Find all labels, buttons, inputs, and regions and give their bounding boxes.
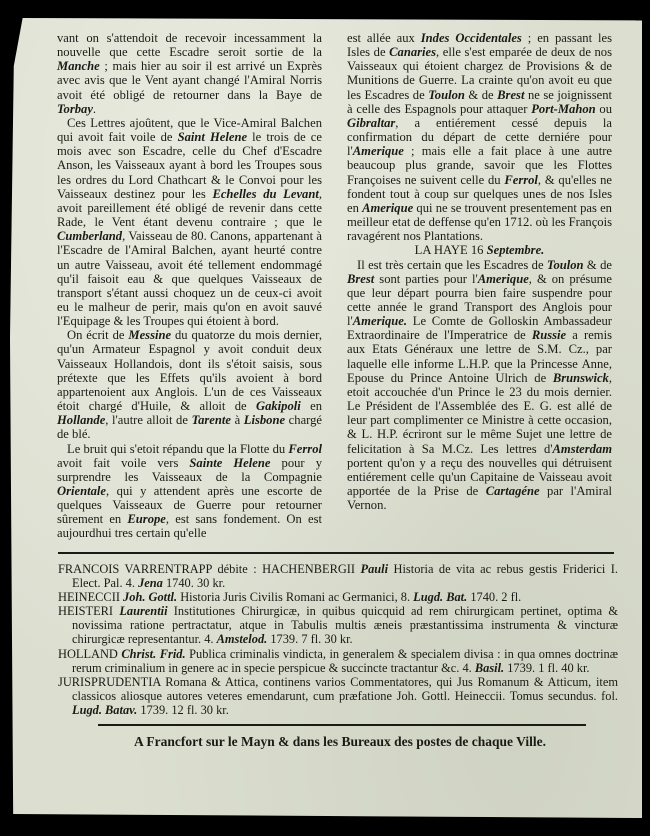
left-column xyxy=(57,31,322,541)
ad-heisteri: HEISTERI Laurentii Institutiones Chirurgicæ, in quibus quicquid ad rem chirurgicam pertinet, optima & novissima ratione pertractatur, atque in Tabulis multis æneis præstantissima instrumenta & vincturæ chirurgicæ representantur. 4. Amstelod. 1739. 7 fl. 30 kr. xyxy=(58,604,618,647)
paragraph-messine: On écrit de Messine du quatorze du mois dernier, qu'un Armateur Espagnol y avoit conduit deux Vaisseaux Hollandois, dont ils s'étoit saisis, sous prétexte que les Effets qu'ils avoient à bord appartenoient aux Anglois. L'un de ces Vaisseaux étoit chargé d'Huile, & alloit de Gakipoli en Hollande, l'autre alloit de Tarente à Lisbone chargé de blé. xyxy=(57,328,323,442)
ad-holland: HOLLAND Christ. Frid. Publica criminalis vindicta, in generalem & specialem divisa : in qua omnes doctrinæ rerum criminalium in genere ac in specie perspicue & succincte tractantur &c. 4. Basil. 1739. 1 fl. 40 kr. xyxy=(58,646,619,675)
paragraph-balchen: Ces Lettres ajoûtent, que le Vice-Amiral Balchen qui avoit fait voile de Saint Helene le trois de ce mois avec son Escadre, celle du Chef d'Escadre Anson, les Vaisseaux ayant à bord les Troupes sous les ordres du Lord Chathcart & le Convoi pour les Vaisseaux destinez pour les Echelles du Levant, avoit pareillement été obligé de revenir dans cette Rade, le Vent étant devenu contraire ; que le Cumberland, Vaisseau de 80. Canons, appartenant à l'Escadre de l'Amiral Balchen, ayant heurté contre un autre Vaisseau, avoit été tellement endommagé qu'il faisoit eau & que quelques Vaisseaux de transport s'étant aussi choquez un de ceux-ci avoit eu le malheur de perir, mais qu'on en avoit sauvé l'Equipage & les Troupes qui étoient à bord. xyxy=(57,115,323,329)
ad-varrentrapp: FRANCOIS VARRENTRAPP débite : HACHENBERGII Pauli Historia de vita ac rebus gestis Friderici I. Elect. Pal. 4. Jena 1740. 30 kr. xyxy=(58,562,618,591)
imprint-footer: A Francfort sur le Mayn & dans les Bureaux des postes de chaque Ville. xyxy=(133,734,546,749)
paragraph-escadres: Il est très certain que les Escadres de Toulon & de Brest sont parties pour l'Amerique, & on présume que leur départ pourra bien faire suspendre pour cette année le grand Transport des Anglois pour l'Amerique. Le Comte de Golloskin Ambassadeur Extraordinaire de l'Imperatrice de Russie a remis aux Etats Généraux une lettre de S.M. Cz., par laquelle elle informe L.H.P. que la Princesse Anne, Epouse du Prince Antoine Ulrich de Brunswick, etoit accouchée d'un Prince le 23 du mois dernier. Le Président de l'Assemblée des E. G. est allé de leur part complimenter ce Ministre à cette occasion, & L. H.P. écriront sur le même Sujet une lettre de felicitation à Sa M.Cz. Les lettres d'Amsterdam portent qu'on y a reçu des nouvelles qui détruisent entiérement celle qu'un Capitaine de Vaisseau avoit apportée de la Prise de Cartagéne par l'Amiral Vernon. xyxy=(347,257,612,513)
paragraph-ferrol: Le bruit qui s'etoit répandu que la Flotte du Ferrol avoit fait voile vers Sainte Helene pour y surprendre les Vaisseaux de la Compagnie Orientale, qui y attendent après une escorte de quelques Vaisseaux de Guerre pour retourner sûrement en Europe, est sans fondement. On est aujourdhui tres certain qu'elle xyxy=(57,441,322,541)
divider-footer xyxy=(98,724,586,726)
ad-heineccii: HEINECCII Joh. Gottl. Historia Juris Civilis Romani ac Germanici, 8. Lugd. Bat. 1740. 2 fl. xyxy=(58,590,522,605)
ad-jurisprudentia: JURISPRUDENTIA Romana & Attica, continens varios Commentatores, qui Jus Romanum & Atticum, item classicos aliosque autores veteres emendarunt, cum præfatione Joh. Gottl. Heineccii. Tomus secundus. fol. Lugd. Batav. 1739. 12 fl. 30 kr. xyxy=(58,674,618,717)
book-advertisements xyxy=(58,562,618,717)
paragraph-indes: est allée aux Indes Occidentales ; en passant les Isles de Canaries, elle s'est emparée de deux de nos Vaisseaux qui étoient chargez de Provisions & de Munitions de Guerre. La crainte qu'on avoit eu que les Escadres de Toulon & de Brest ne se joignissent à celle des Espagnols pour attaquer Port-Mahon ou Gibraltar, a entiérement cessé depuis la confirmation du départ de cette derniére pour l'Amerique ; mais elle a fait place à une autre beaucoup plus grande, savoir que les Flottes Françoises ne suivent celle du Ferrol, & qu'elles ne fondent tout à coup sur quelques unes de nos Isles en Amerique qui ne se trouvent presentement pas en meilleur etat de deffense qu'en 1712. où les François ravagérent nos Plantations. xyxy=(347,31,613,244)
paragraph-norris: vant on s'attendoit de recevoir incessamment la nouvelle que cette Escadre seroit sortie de la Manche ; mais hier au soir il est arrivé un Exprès avec avis que le Vent ayant changé l'Amiral Norris avoit été obligé de retourner dans la Baye de Torbay. xyxy=(57,31,322,116)
divider-top-ads xyxy=(58,552,614,554)
dateline-la-haye: LA HAYE 16 Septembre. xyxy=(414,243,545,258)
right-column xyxy=(347,31,612,512)
